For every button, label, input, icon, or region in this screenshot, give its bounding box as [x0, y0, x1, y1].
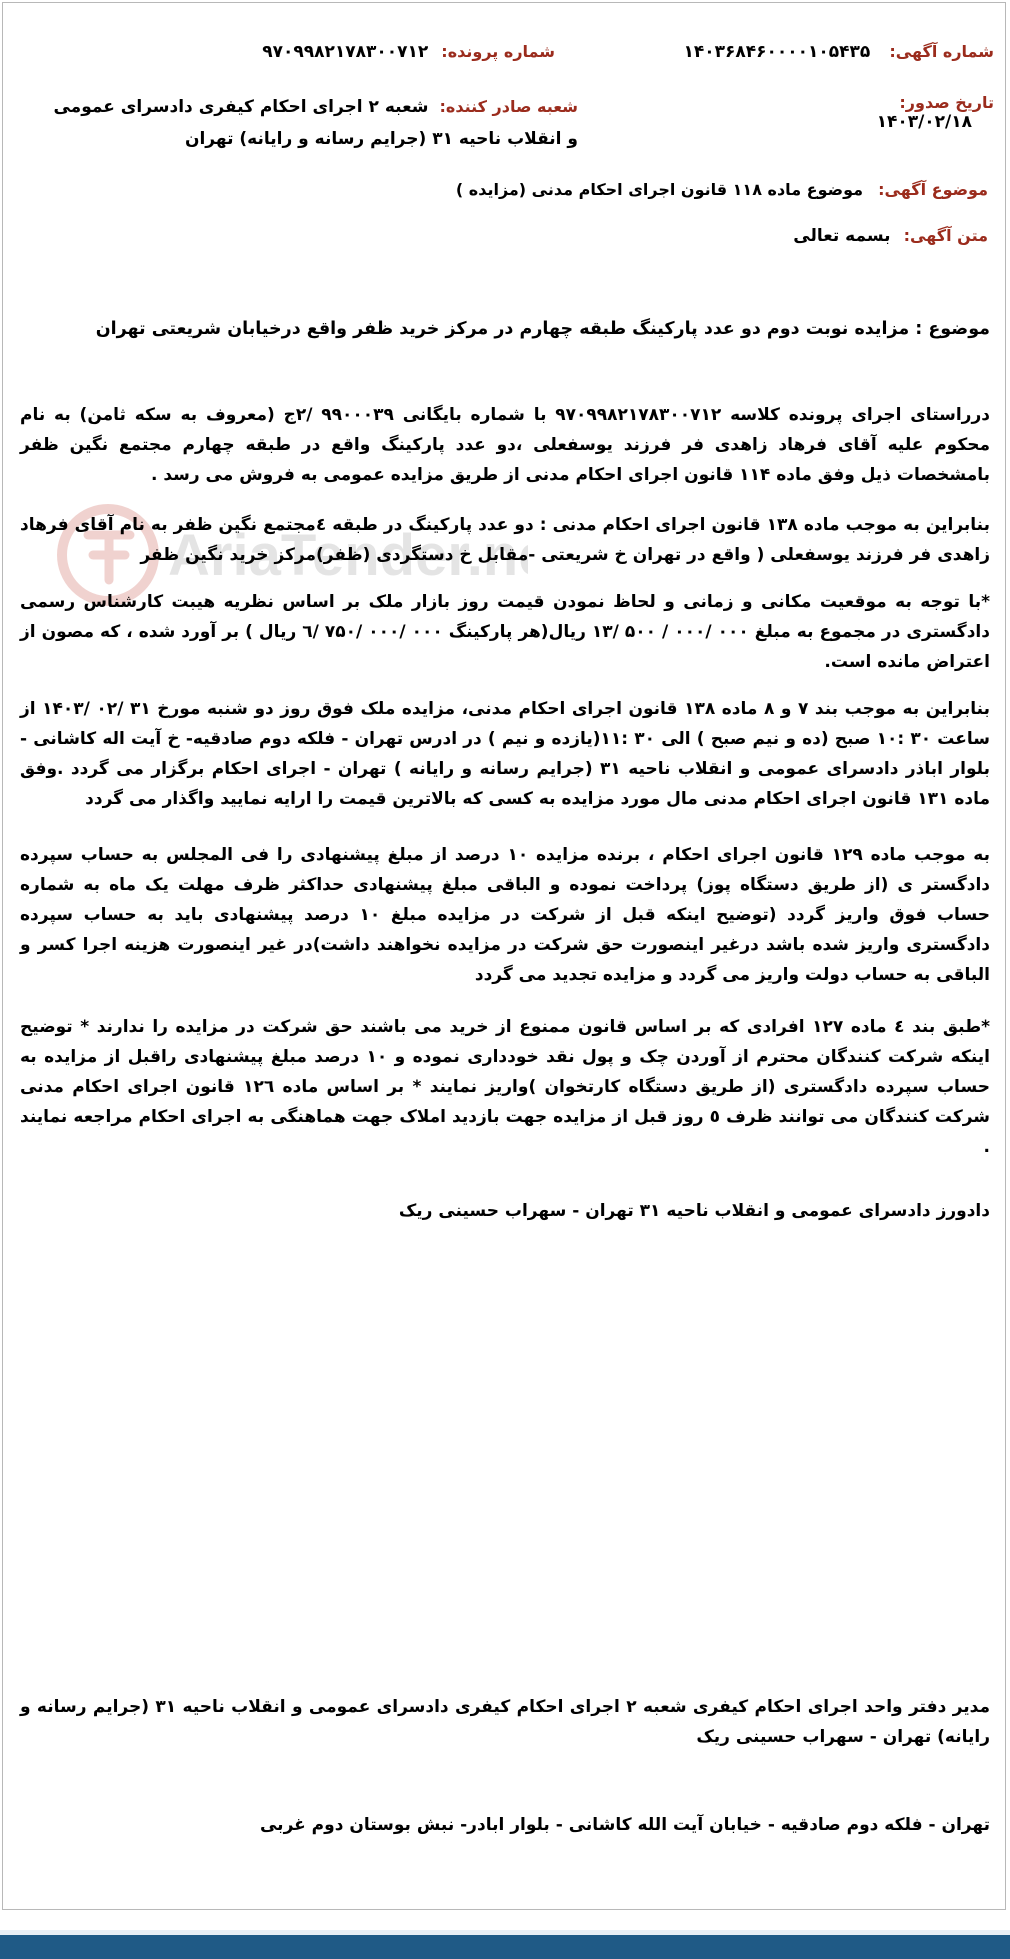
subject-row: [88, 180, 988, 199]
text-intro: بسمه تعالی: [793, 226, 891, 246]
file-number: ۹۷۰۹۹۸۲۱۷۸۳۰۰۷۱۲: [262, 42, 429, 62]
text-label: متن آگهی:: [903, 226, 988, 245]
issuing-branch-label: شعبه صادر کننده:: [439, 97, 578, 116]
paragraph-3: *با توجه به موقعیت مکانی و زمانی و لحاظ نمودن قیمت روز بازار ملک بر اساس نظریه هیبت کارشناس رسمی دادگستری در مجموع به مبلغ ۰۰۰ /۰۰۰ / ۵۰۰ /۱۳ ریال(هر پارکینگ ۰۰۰ /۰۰۰ /۷۵۰ /٦ ریال ) بر آورد شده ، که مصون از اعتراض مانده است.: [20, 592, 990, 672]
paragraph-2: بنابراین به موجب ماده ۱۳۸ قانون اجرای احکام مدنی : دو عدد پارکینگ در طبقه ٤مجتمع نگین ظفر به نام آقای فرهاد زاهدی فر فرزند یوسفعلی ( واقع در تهران خ شریعتی -مقابل خ دستگردی (ظفر)مرکز خرید نگین ظفر: [20, 515, 990, 565]
manager-line: مدیر دفتر واحد اجرای احکام کیفری شعبه ۲ اجرای احکام کیفری دادسرای عمومی و انقلاب ناحیه ۳۱ (جرایم رسانه و رایانه) تهران - سهراب حسینی ریک: [20, 1697, 991, 1747]
issue-date: ۱۴۰۳/۰۲/۱۸: [876, 112, 972, 132]
issuing-branch: شعبه ۲ اجرای احکام کیفری دادسرای عمومی و انقلاب ناحیه ۳۱ (جرایم رسانه و رایانه) تهران: [53, 97, 578, 149]
file-number-row: [255, 42, 555, 62]
paragraph-1: درراستای اجرای پرونده کلاسه ۹۷۰۹۹۸۲۱۷۸۳۰۰۷۱۲ با شماره بایگانی ۹۹۰۰۰۳۹ /۲ج (معروف به سکه ثامن) به نام محکوم علیه آقای فرهاد زاهدی فر فرزند یوسفعلی ،دو عدد پارکینگ واقع در طبقه چهارم مجتمع نگین ظفر بامشخصات ذیل وفق ماده ۱۱۴ قانون اجرای احکام مدنی از طریق مزایده عمومی به فروش می رسد .: [20, 405, 990, 485]
paragraph-5: به موجب ماده ۱۲۹ قانون اجرای احکام ، برنده مزایده ۱۰ درصد از مبلغ پیشنهادی را فی المجلس به حساب سپرده دادگستر ی (از طریق دستگاه پوز) پرداخت نموده و الباقی مبلغ پیشنهادی حداکثر ظرف مهلت یک ماه به شماره حساب فوق واریز گردد (توضیح اینکه قبل از شرکت در مزایده مبلغ ۱۰ درصد پیشنهادی باید به حساب سپرده دادگستری واریز شده باشد درغیر اینصورت حق شرکت در مزایده نخواهند داشت)در غیر اینصورت هزینه اجرا کسر و الباقی به حساب دولت واریز می گردد و مزایده تجدید می گردد: [20, 845, 990, 985]
bottom-bar: [0, 1930, 1010, 1959]
issuing-branch-row: [38, 91, 578, 155]
subject-label: موضوع آگهی:: [878, 180, 988, 199]
paragraph-6: *طبق بند ٤ ماده ۱۲۷ افرادی که بر اساس قانون ممنوع از خرید می باشند حق شرکت در مزایده را ندارند * توضیح اینکه شرکت کنندگان محترم از آوردن چک و پول نقد خودداری نموده و ۱۰ درصد مبلغ پیشنهادی راقبل از مزایده به حساب سپرده دادگستری (از طریق دستگاه کارتخوان )واریز نمایند * بر اساس ماده ۱۲٦ قانون اجرای احکام مدنی شرکت کنندگان می توانند ظرف ٥ روز قبل از مزایده جهت بازدید املاک جهت هماهنگی به اجرای احکام مراجعه نمایند .: [20, 1017, 990, 1157]
subject: موضوع ماده ۱۱۸ قانون اجرای احکام مدنی (مزایده ): [455, 180, 864, 199]
issue-date-label: تاریخ صدور:: [899, 93, 994, 112]
text-intro-row: [88, 226, 988, 246]
signature-line: دادورز دادسرای عمومی و انقلاب ناحیه ۳۱ تهران - سهراب حسینی ریک: [398, 1201, 990, 1221]
paragraph-4: بنابراین به موجب بند ۷ و ۸ ماده ۱۳۸ قانون اجرای احکام مدنی، مزایده ملک فوق روز دو شنبه مورخ ۳۱ /۰۲ /۱۴۰۳ از ساعت ۳۰ :۱۰ صبح (ده و نیم صبح ) الی ۳۰ :۱۱(یازده و نیم ) در ادرس تهران - فلکه دوم صادقیه- خ آیت اله کاشانی - بلوار اباذر دادسرای عمومی و انقلاب ناحیه ۳۱ (جرایم رسانه و رایانه ) تهران - اجرای احکام برگزار می گردد .وفق ماده ۱۳۱ قانون اجرای احکام مدنی مال مورد مزایده به کسی که بالاترین قیمت را ارایه نمایید واگذار می گردد: [20, 699, 991, 809]
issue-date-row: [794, 93, 994, 132]
notice-number-label: شماره آگهی:: [889, 42, 994, 61]
notice-number: ۱۴۰۳۶۸۴۶۰۰۰۰۱۰۵۴۳۵: [683, 42, 871, 62]
notice-number-row: [534, 42, 994, 62]
file-number-label: شماره پرونده:: [441, 42, 555, 61]
topic-line: موضوع : مزایده نوبت دوم دو عدد پارکینگ طبقه چهارم در مرکز خرید ظفر واقع درخیابان شریعتی تهران: [95, 319, 990, 339]
watermark-brand: AriaTender.n: [168, 523, 519, 588]
address-line: تهران - فلکه دوم صادقیه - خیابان آیت الله کاشانی - بلوار ابادر- نبش بوستان دوم غربی: [259, 1815, 990, 1835]
